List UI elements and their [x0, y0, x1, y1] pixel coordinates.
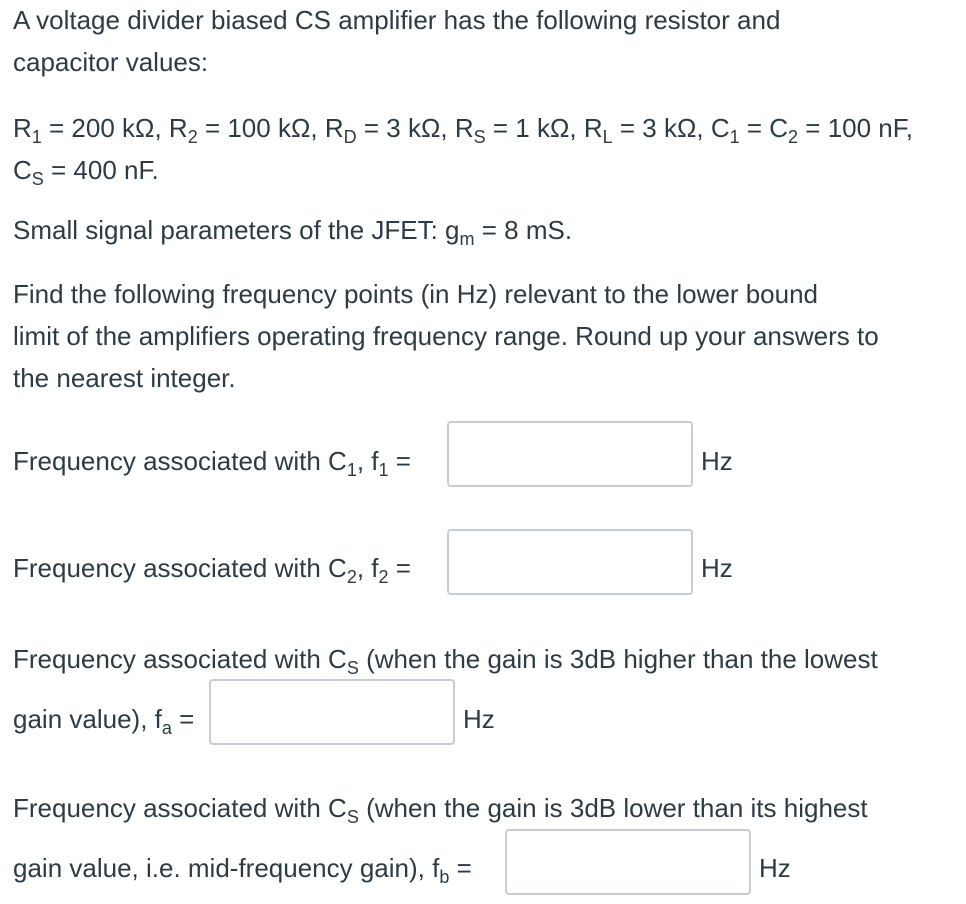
q3-line2-a: gain value), f: [13, 704, 162, 734]
c2-value: = 100 nF,: [798, 113, 913, 143]
rl-value: = 3 kΩ,: [612, 113, 711, 143]
rd-label: R: [324, 113, 344, 143]
rs-subscript: S: [473, 127, 486, 147]
rs-label: R: [454, 113, 474, 143]
c1-value: =: [739, 113, 770, 143]
q4-line1-sub: S: [346, 807, 359, 827]
instructions-line-2: limit of the amplifiers operating frequency range. Round up your answers to: [13, 321, 879, 351]
r1-subscript: 1: [31, 127, 42, 147]
q2-text-c: =: [388, 553, 411, 583]
q2-sub-b: 2: [378, 567, 389, 587]
q4-line1-b: (when the gain is 3dB lower than its highest: [358, 793, 868, 823]
instructions-line-1: Find the following frequency points (in Hz) relevant to the lower bound: [13, 279, 818, 309]
rd-subscript: D: [343, 127, 357, 147]
rs-value: = 1 kΩ,: [485, 113, 584, 143]
fa-answer-input[interactable]: [209, 679, 455, 745]
q2-text-a: Frequency associated with C: [13, 553, 347, 583]
instructions-line-3: the nearest integer.: [13, 363, 236, 393]
cs-value: = 400 nF.: [43, 155, 159, 185]
fb-answer-input[interactable]: [505, 829, 751, 895]
jfet-params: [13, 214, 573, 249]
q4-label-line-2: [13, 852, 472, 887]
q1-text-a: Frequency associated with C: [13, 446, 347, 476]
f2-answer-input[interactable]: [447, 529, 693, 595]
q3-line1-sub: S: [346, 658, 359, 678]
params-prefix: Small signal parameters of the JFET: g: [13, 215, 460, 245]
q1-text-c: =: [388, 446, 411, 476]
q3-unit: Hz: [463, 704, 495, 734]
q4-line2-sub: b: [439, 867, 450, 887]
rl-label: R: [583, 113, 603, 143]
f1-answer-input[interactable]: [447, 421, 693, 487]
cs-label: C: [13, 155, 32, 185]
q2-label: [13, 552, 411, 587]
q2-sub-a: 2: [346, 567, 357, 587]
c2-label: C: [769, 113, 789, 143]
q2-unit: Hz: [701, 553, 733, 583]
q1-sub-b: 1: [378, 460, 389, 480]
q1-text-b: , f: [356, 446, 379, 476]
component-values-line-1: [13, 112, 913, 147]
c1-label: C: [710, 113, 730, 143]
r1-value: = 200 kΩ,: [41, 113, 169, 143]
q2-text-b: , f: [356, 553, 379, 583]
q4-unit: Hz: [759, 853, 791, 883]
component-values-line-2: [13, 154, 159, 189]
rd-value: = 3 kΩ,: [356, 113, 455, 143]
intro-line-1: A voltage divider biased CS amplifier has the following resistor and: [13, 5, 781, 35]
q1-unit: Hz: [701, 446, 733, 476]
q4-line1-a: Frequency associated with C: [13, 793, 347, 823]
q3-line2-sub: a: [161, 718, 172, 738]
r2-subscript: 2: [187, 127, 198, 147]
c2-subscript: 2: [788, 127, 799, 147]
q1-label: [13, 445, 411, 480]
r2-value: = 100 kΩ,: [197, 113, 325, 143]
q4-line2-a: gain value, i.e. mid-frequency gain), f: [13, 853, 440, 883]
q3-line1-a: Frequency associated with C: [13, 644, 347, 674]
params-subscript: m: [459, 229, 475, 249]
q3-line1-b: (when the gain is 3dB higher than the lowest: [358, 644, 878, 674]
q1-sub-a: 1: [346, 460, 357, 480]
q3-label-line-2: [13, 703, 195, 738]
q3-label-line-1: [13, 643, 878, 678]
q4-line2-b: =: [449, 853, 472, 883]
q3-line2-b: =: [171, 704, 195, 734]
cs-subscript: S: [31, 169, 44, 189]
q4-label-line-1: [13, 792, 868, 827]
intro-line-2: capacitor values:: [13, 47, 209, 77]
c1-subscript: 1: [729, 127, 740, 147]
r1-label: R: [13, 113, 32, 143]
params-suffix: = 8 mS.: [474, 215, 573, 245]
rl-subscript: L: [602, 127, 613, 147]
r2-label: R: [168, 113, 188, 143]
